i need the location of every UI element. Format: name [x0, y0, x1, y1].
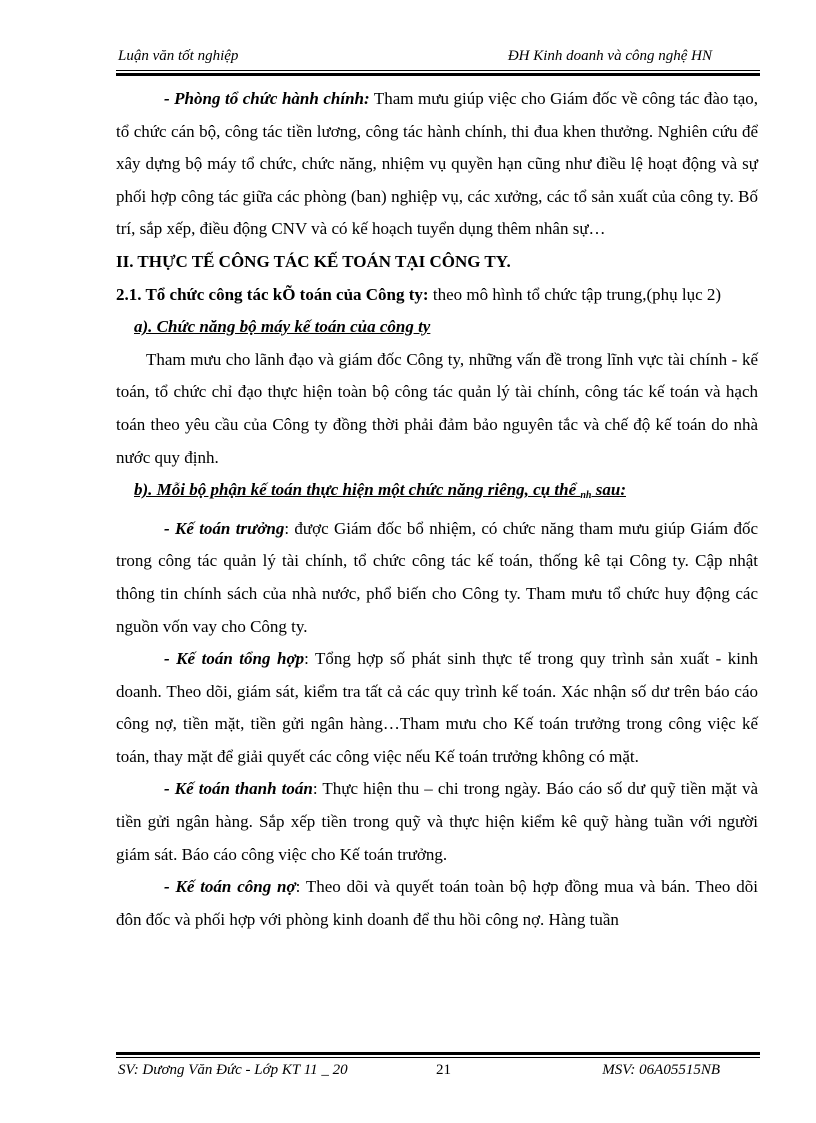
- subheading-a: [116, 311, 758, 344]
- paragraph-debt-accountant: [116, 871, 758, 936]
- heading-section-2: II. THỰC TẾ CÔNG TÁC KẾ TOÁN TẠI CÔNG TY.: [116, 251, 511, 271]
- heading-2-1-rest: theo mô hình tổ chức tập trung,(phụ lục 2): [428, 284, 722, 304]
- label-chief-accountant: - Kế toán trưởng: [164, 518, 285, 538]
- footer-student: SV: Dương Văn Đức - Lớp KT 11 _ 20: [118, 1062, 348, 1078]
- paragraph-payment-accountant: [116, 773, 758, 871]
- page-header: [116, 48, 760, 70]
- subheading-b-text: b). Mỗi bộ phận kế toán thực hiện một chức năng riêng, cụ thể: [134, 480, 581, 500]
- subheading-a-text: a). Chức năng bộ máy kế toán của công ty: [134, 317, 431, 337]
- heading-2-1-bold: 2.1. Tổ chức công tác kÕ toán của Công ty:: [116, 284, 429, 304]
- footer-rule-thick: [116, 1052, 760, 1055]
- page-number: 21: [436, 1062, 451, 1078]
- footer-rule-thin: [116, 1057, 760, 1058]
- paragraph-general-accountant: [116, 643, 758, 773]
- text-debt-accountant: : Theo dõi và quyết toán toàn bộ hợp đồng mua và bán. Theo dõi đôn đốc và phối hợp với phòng kinh doanh để thu hồi công nợ. Hàng tuần: [116, 877, 758, 929]
- text-chief-accountant: : được Giám đốc bổ nhiệm, có chức năng tham mưu giúp Giám đốc trong công tác quản lý tài chính, tổ chức công tác kế toán, thống kê tại Công ty. Cập nhật thông tin chính sách của nhà nước, phổ biến cho Công ty. Tham mưu tổ chức huy động các nguồn vốn vay cho Công ty.: [116, 518, 759, 636]
- label-general-accountant: - Kế toán tổng hợp: [164, 649, 305, 669]
- paragraph-chief-accountant: [116, 513, 758, 643]
- footer-student-id: MSV: 06A05515NB: [602, 1062, 720, 1078]
- header-university: ĐH Kinh doanh và công nghệ HN: [507, 48, 712, 64]
- header-thesis-title: Luận văn tốt nghiệp: [118, 48, 239, 64]
- header-rule-thick: [116, 73, 760, 76]
- label-admin-dept: - Phòng tổ chức hành chính:: [164, 89, 370, 108]
- text-admin-dept: Tham mưu giúp việc cho Giám đốc về công tác đào tạo, tổ chức cán bộ, công tác tiền lương, công tác hành chính, thi đua khen thưởng. Nghiên cứu để xây dựng bộ máy tổ chức, chức năng, nhiệm vụ quyền hạn cũng như điều lệ hoạt động và sự phối hợp công tác giữa các phòng (ban) nghiệp vụ, các xưởng, các tổ sản xuất của công ty. Bố trí, sắp xếp, điều động CNV và có kế hoạch tuyển dụng thêm nhân sự…: [116, 89, 758, 239]
- heading-2-1: [116, 279, 758, 312]
- paragraph-a: Tham mưu cho lãnh đạo và giám đốc Công ty, những vấn đề trong lĩnh vực tài chính - kế toán, tổ chức chỉ đạo thực hiện toàn bộ công tác quản lý tài chính, công tác kế toán và hạch toán theo yêu cầu của Công ty đồng thời phải đảm bảo nguyên tắc và chế độ kế toán do nhà nước quy định.: [116, 349, 758, 467]
- subheading-b-small: nh: [580, 490, 592, 502]
- subheading-b: [116, 474, 758, 513]
- text-payment-accountant: : Thực hiện thu – chi trong ngày. Báo cáo số dư quỹ tiền mặt và tiền gửi ngân hàng. Sắp xếp tiền trong quỹ và thực hiện kiểm kê quỹ hàng tuần với người giám sát. Báo cáo công việc cho Kế toán trưởng.: [116, 779, 758, 864]
- label-debt-accountant: - Kế toán công nợ: [164, 877, 296, 897]
- label-payment-accountant: - Kế toán thanh toán: [164, 779, 313, 799]
- paragraph-admin-dept: [116, 83, 758, 246]
- page-footer: [116, 1062, 760, 1084]
- page-body: [116, 83, 758, 936]
- header-rule-thin: [116, 70, 760, 71]
- subheading-b-end: sau:: [591, 480, 626, 500]
- text-general-accountant: : Tổng hợp số phát sinh thực tế trong quy trình sản xuất - kinh doanh. Theo dõi, giám sát, kiểm tra tất cả các quy trình kế toán. Xác nhận số dư trên báo cáo công nợ, tiền mặt, tiền gửi ngân hàng…Tham mưu cho Kế toán trưởng trong công việc kế toán, thay mặt để giải quyết các công việc nếu Kế toán trưởng không có mặt.: [116, 649, 758, 766]
